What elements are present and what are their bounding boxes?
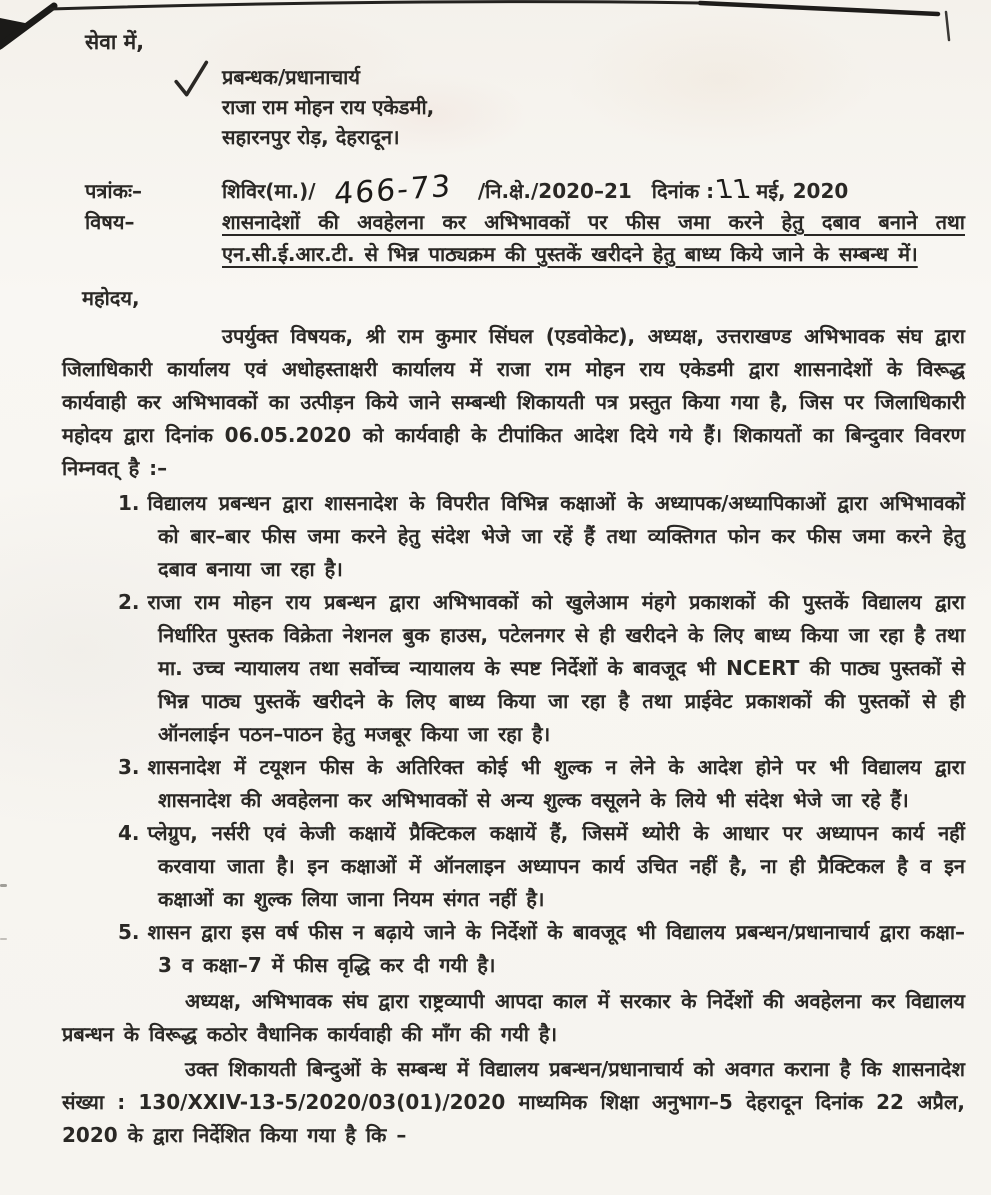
handwritten-letter-number: 466-73 <box>333 168 453 213</box>
reference-label: पत्रांकः– <box>85 179 142 203</box>
complaint-item-3 <box>118 751 965 817</box>
addressee-address: सहारनपुर रोड़, देहरादून। <box>222 125 400 149</box>
complaint-text: विद्यालय प्रबन्धन द्वारा शासनादेश के विपरीत विभिन्न कक्षाओं के अध्यापक/अध्यापिकाओं द्वारा अभिभावकों को बार–बार फीस जमा करने हेतु संदेश भेजे जा रहें हैं तथा व्यक्तिगत फोन कर फीस जमा करने हेतु दबाव बनाया जा रहा है। <box>147 491 965 581</box>
complaint-list <box>62 487 965 982</box>
complaint-item-4 <box>118 817 965 916</box>
subject-text: शासनादेशों की अवहेलना कर अभिभावकों पर फीस जमा करने हेतु दबाव बनाने तथा एन.सी.ई.आर.टी. से भिन्न पाठ्यक्रम की पुस्तकें खरीदने हेतु बाध्य किये जाने के सम्बन्ध में। <box>222 210 965 266</box>
date-text: मई, 2020 <box>756 179 849 203</box>
subject-label: विषय– <box>85 210 135 234</box>
demand-paragraph: अध्यक्ष, अभिभावक संघ द्वारा राष्ट्रव्यापी आपदा काल में सरकार के निर्देशों की अवहेलना कर विद्यालय प्रबन्धन के विरूद्ध कठोर वैधानिक कार्यवाही की माँग की गयी है। <box>62 989 965 1046</box>
complaint-number: 1. <box>118 491 140 515</box>
reference-prefix: शिविर(मा.)/ <box>222 179 316 203</box>
greeting: महोदय, <box>82 286 140 310</box>
reference-row <box>85 168 965 213</box>
complaint-number: 4. <box>118 821 140 845</box>
salutation: सेवा में, <box>85 30 145 54</box>
addressee-school-name: राजा राम मोहन राय एकेडमी, <box>222 95 435 119</box>
complaint-number: 3. <box>118 755 140 779</box>
reference-suffix: /नि.क्षे./2020–21 <box>477 179 632 203</box>
complaint-item-1 <box>118 487 965 586</box>
opening-paragraph: उपर्युक्त विषयक, श्री राम कुमार सिंघल (एडवोकेट), अध्यक्ष, उत्तराखण्ड अभिभावक संघ द्वारा जिलाधिकारी कार्यालय एवं अधोहस्ताक्षरी कार्यालय में राजा राम मोहन राय एकेडमी द्वारा शासनादेशों के विरूद्ध कार्यवाही कर अभिभावकों का उत्पीड़न किये जाने सम्बन्धी शिकायती पत्र प्रस्तुत किया गया है, जिस पर जिलाधिकारी महोदय द्वारा दिनांक 06.05.2020 को कार्यवाही के टीपांकित आदेश दिये गये हैं। शिकायतों का बिन्दुवार विवरण निम्नवत् है :– <box>62 324 965 480</box>
complaint-text: शासनादेश में टयूशन फीस के अतिरिक्त कोई भी शुल्क न लेने के आदेश होने पर भी विद्यालय द्वारा शासनादेश की अवहेलना कर अभिभावकों से अन्य शुल्क वसूलने के लिये भी संदेश भेजे जा रहे हैं। <box>147 755 965 812</box>
complaint-text: शासन द्वारा इस वर्ष फीस न बढ़ाये जाने के निर्देशों के बावजूद भी विद्यालय प्रबन्धन/प्रधानाचार्य द्वारा कक्षा–3 व कक्षा–7 में फीस वृद्धि कर दी गयी है। <box>147 920 965 977</box>
complaint-number: 2. <box>118 590 140 614</box>
addressee-block <box>222 62 965 152</box>
addressee-designation: प्रबन्धक/प्रधानाचार्य <box>222 65 360 89</box>
date-label: दिनांक : <box>651 179 715 203</box>
complaint-item-5 <box>118 916 965 982</box>
complaint-number: 5. <box>118 920 140 944</box>
subject-row <box>85 206 965 270</box>
complaint-text: प्लेग्रुप, नर्सरी एवं केजी कक्षायें प्रैक्टिकल कक्षायें हैं, जिसमें थ्योरी के आधार पर अध्यापन कार्य नहीं करवाया जाता है। इन कक्षाओं में ऑनलाइन अध्यापन कार्य उचित नहीं है, ना ही प्रैक्टिकल है व इन कक्षाओं का शुल्क लिया जाना नियम संगत नहीं है। <box>147 821 965 911</box>
complaint-text: राजा राम मोहन राय प्रबन्धन द्वारा अभिभावकों को खुलेआम मंहगे प्रकाशकों की पुस्तकें विद्यालय द्वारा निर्धारित पुस्तक विक्रेता नेशनल बुक हाउस, पटेलनगर से ही खरीदने के लिए बाध्य किया जा रहा है तथा मा. उच्च न्यायालय तथा सर्वोच्च न्यायालय के स्पष्ट निर्देशों के बावजूद भी NCERT की पाठ्य पुस्तकों से भिन्न पाठ्य पुस्तकें खरीदने के लिए बाध्य किया जा रहा है तथा प्राईवेट प्रकाशकों की पुस्तकों से ही ऑनलाईन पठन–पाठन हेतु मजबूर किया जा रहा है। <box>147 590 965 746</box>
order-reference-paragraph: उक्त शिकायती बिन्दुओं के सम्बन्ध में विद्यालय प्रबन्धन/प्रधानाचार्य को अवगत कराना है कि शासनादेश संख्या : 130/XXIV-13-5/2020/03(01)/2020 माध्यमिक शिक्षा अनुभाग–5 देहरादून दिनांक 22 अप्रैल, 2020 के द्वारा निर्देशित किया गया है कि – <box>62 1057 965 1147</box>
complaint-item-2 <box>118 586 965 751</box>
handwritten-day: 11 <box>712 175 755 205</box>
